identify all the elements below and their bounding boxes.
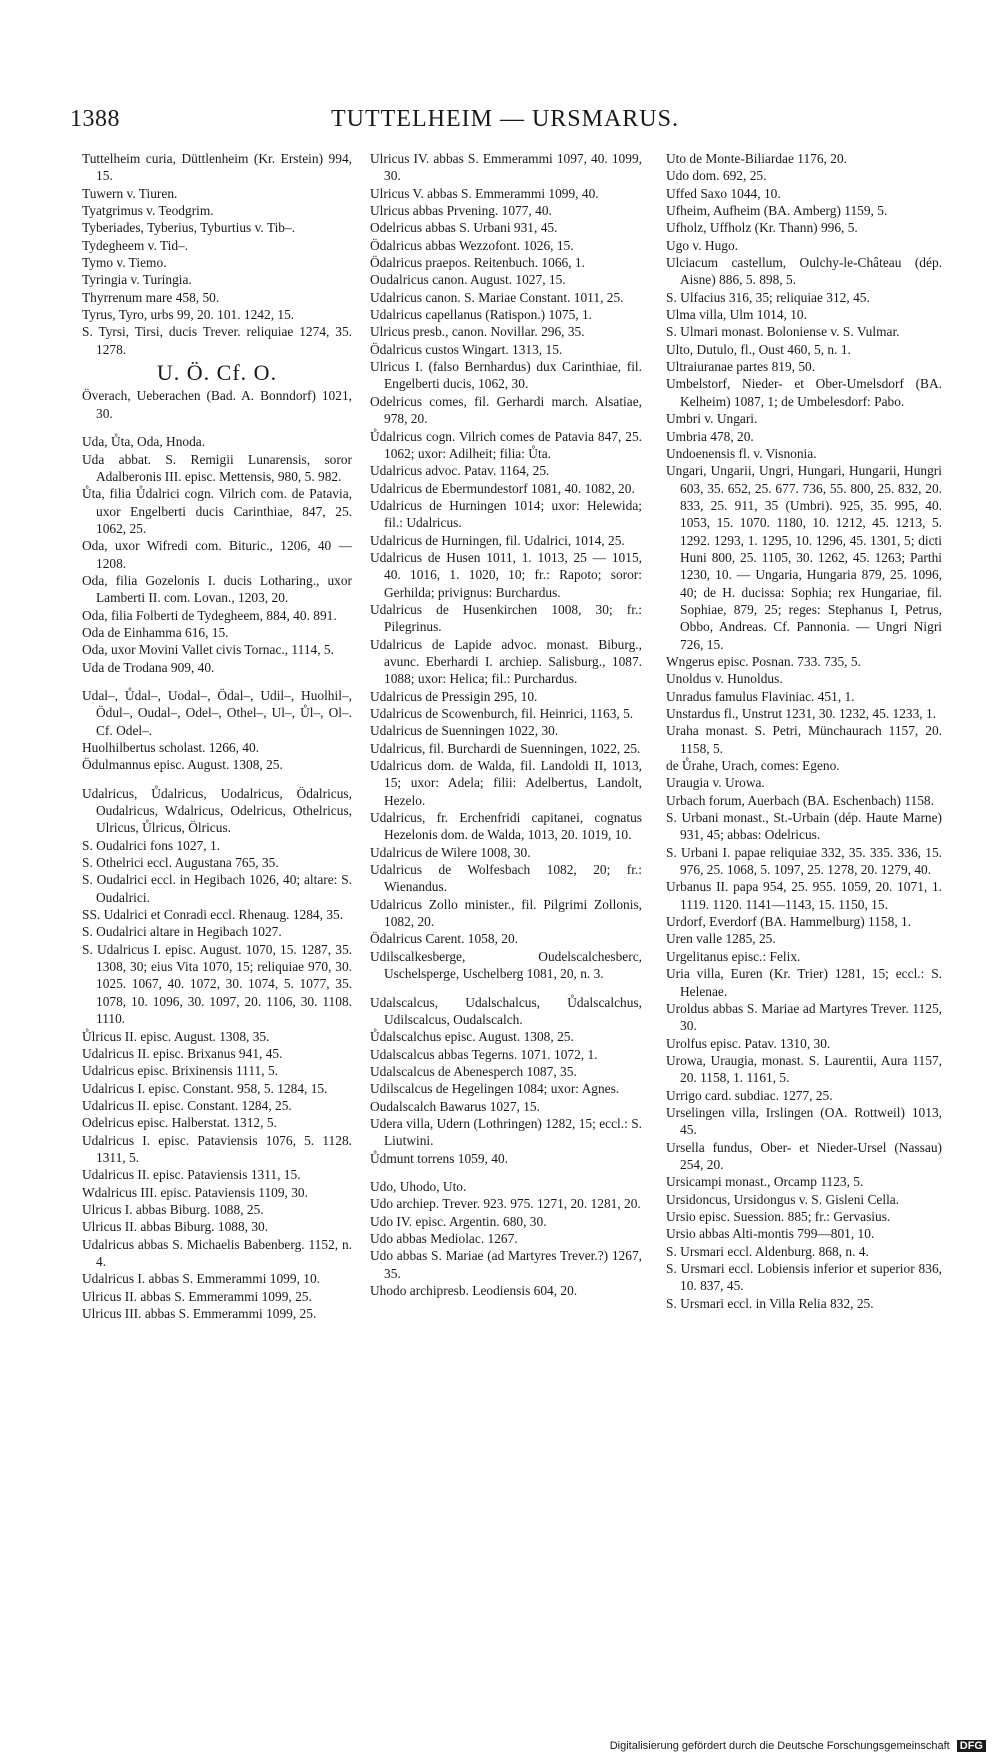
entry-gap	[82, 422, 352, 433]
index-entry: Udal–, Ůdal–, Uodal–, Ödal–, Udil–, Huolhil–, Ödul–, Oudal–, Odel–, Othel–, Ul–, Ůl–, Ol–. Cf. Odel–.	[82, 687, 352, 738]
index-entry: Udalricus II. episc. Pataviensis 1311, 15.	[82, 1167, 301, 1183]
index-entry: Urselingen villa, Irslingen (OA. Rottweil) 1013, 45.	[666, 1104, 942, 1138]
index-entry: Udalricus de Pressigin 295, 10.	[370, 688, 538, 704]
index-entry: Udalricus episc. Brixinensis 1111, 5.	[82, 1063, 278, 1079]
index-entry: Udalricus I. episc. Constant. 958, 5. 1284, 15.	[82, 1080, 328, 1096]
index-entry: S. Urbani I. papae reliquiae 332, 35. 335. 336, 15. 976, 25. 1068, 5. 1097, 25. 1278, 20. 1279, 40.	[666, 844, 942, 878]
index-entry: S. Udalricus I. episc. August. 1070, 15. 1287, 35. 1308, 30; eius Vita 1070, 15; reliquiae 970, 30. 1025. 1067, 40. 1072, 30. 1074, 5. 1077, 35. 1078, 10. 1096, 30. 1097, 20. 1106, 30. 1108. 1110.	[82, 941, 352, 1027]
index-entry: Uda abbat. S. Remigii Lunarensis, soror Adalberonis III. episc. Mettensis, 980, 5. 982.	[82, 451, 352, 484]
index-entry: Ursicampi monast., Orcamp 1123, 5.	[666, 1174, 864, 1190]
index-entry: Uhodo archipresb. Leodiensis 604, 20.	[370, 1283, 578, 1298]
index-entry: Udalricus advoc. Patav. 1164, 25.	[370, 463, 550, 479]
entry-gap	[370, 983, 642, 994]
index-entry: Oudalricus canon. August. 1027, 15.	[370, 272, 566, 288]
index-entry: Ulricus I. abbas Biburg. 1088, 25.	[82, 1201, 264, 1217]
index-entry: Tyrus, Tyro, urbs 99, 20. 101. 1242, 15.	[82, 307, 295, 323]
index-entry: Uroldus abbas S. Mariae ad Martyres Trever. 1125, 30.	[666, 1000, 942, 1034]
index-entry: Udalricus de Hurningen 1014; uxor: Helewida; fil.: Udalricus.	[370, 497, 642, 531]
index-entry: Udalricus capellanus (Ratispon.) 1075, 1.	[370, 307, 593, 323]
left-column	[82, 150, 352, 1322]
index-entry: Oda, filia Gozelonis I. ducis Lotharing., uxor Lamberti II. com. Lovan., 1203, 20.	[82, 572, 352, 606]
index-entry: Udalricus de Wilere 1008, 30.	[370, 844, 531, 860]
index-entry: Uda de Trodana 909, 40.	[82, 659, 215, 675]
index-entry: Udo abbas S. Mariae (ad Martyres Trever.?) 1267, 35.	[370, 1248, 642, 1281]
index-entry: Oda, uxor Wifredi com. Bituric., 1206, 40 —1208.	[82, 538, 352, 571]
index-entry: de Ůrahe, Urach, comes: Egeno.	[666, 758, 840, 774]
index-entry: S. Oudalrici eccl. in Hegibach 1026, 40; altare: S. Oudalrici.	[82, 872, 352, 905]
index-entry: Odelricus abbas S. Urbani 931, 45.	[370, 220, 558, 236]
index-entry: Överach, Ueberachen (Bad. A. Bonndorf) 1021, 30.	[82, 388, 352, 421]
index-entry: Ulricus IV. abbas S. Emmerammi 1097, 40. 1099, 30.	[370, 151, 642, 184]
index-entry: S. Ursmari eccl. Aldenburg. 868, n. 4.	[666, 1243, 869, 1259]
footer	[610, 1740, 986, 1752]
index-entry: S. Ulfacius 316, 35; reliquiae 312, 45.	[666, 289, 870, 305]
index-entry: Tymo v. Tiemo.	[82, 255, 167, 271]
index-entry: Udalricus de Wolfesbach 1082, 20; fr.: Wienandus.	[370, 862, 642, 895]
index-entry: Ulricus V. abbas S. Emmerammi 1099, 40.	[370, 185, 599, 201]
footer-text: Digitalisierung gefördert durch die Deutsche Forschungsgemeinschaft	[609, 1740, 950, 1752]
index-entry: Ursidoncus, Ursidongus v. S. Gisleni Cella.	[666, 1191, 900, 1207]
index-entry: Udalricus abbas S. Michaelis Babenberg. 1152, n. 4.	[82, 1236, 352, 1269]
index-entry: Ůdalscalchus episc. August. 1308, 25.	[370, 1029, 574, 1045]
index-entry: Uto de Monte-Biliardae 1176, 20.	[666, 151, 847, 166]
index-entry: Ursio episc. Suession. 885; fr.: Gervasius.	[666, 1208, 891, 1224]
index-entry: Udalricus I. episc. Pataviensis 1076, 5. 1128. 1311, 5.	[82, 1132, 352, 1165]
index-entry: Oda, filia Folberti de Tydegheem, 884, 40. 891.	[82, 607, 337, 623]
index-entry: Udalscalcus, Udalschalcus, Ůdalscalchus, Udilscalcus, Oudalscalch.	[370, 994, 642, 1027]
index-entry: Udalricus I. abbas S. Emmerammi 1099, 10.	[82, 1271, 321, 1287]
page-number: 1388	[70, 106, 120, 132]
index-entry: S. Othelrici eccl. Augustana 765, 35.	[82, 855, 279, 871]
index-entry: Unstardus fl., Unstrut 1231, 30. 1232, 45. 1233, 1.	[666, 706, 937, 721]
index-entry: Uraugia v. Urowa.	[666, 775, 765, 791]
index-entry: Huolhilbertus scholast. 1266, 40.	[82, 740, 260, 755]
index-entry: Unradus famulus Flaviniac. 451, 1.	[666, 688, 855, 704]
index-entry: Ulma villa, Ulm 1014, 10.	[666, 307, 807, 323]
index-entry: Udalricus de Husen 1011, 1. 1013, 25 — 1015, 40. 1016, 1. 1020, 10; fr.: Rapoto; soror: Gerhilda; privignus: Burchardus.	[370, 549, 642, 600]
index-entry: Umbri v. Ungari.	[666, 411, 758, 427]
index-entry: Udalricus II. episc. Constant. 1284, 25.	[82, 1097, 292, 1113]
index-entry: Thyrrenum mare 458, 50.	[82, 289, 220, 305]
index-entry: Ursella fundus, Ober- et Nieder-Ursel (Nassau) 254, 20.	[666, 1139, 942, 1172]
index-entry: Ursio abbas Alti-montis 799—801, 10.	[666, 1226, 875, 1242]
index-entry: Udalscalcus de Abenesperch 1087, 35.	[370, 1063, 577, 1079]
index-entry: Ödalricus praepos. Reitenbuch. 1066, 1.	[370, 255, 585, 271]
index-entry: Urbach forum, Auerbach (BA. Eschenbach) 1158.	[666, 792, 934, 808]
index-entry: S. Oudalrici fons 1027, 1.	[82, 837, 220, 853]
index-entry: Ultraiuranae partes 819, 50.	[666, 359, 816, 375]
index-entry: Ödalricus abbas Wezzofont. 1026, 15.	[370, 237, 574, 253]
index-entry: Umbria 478, 20.	[666, 428, 754, 444]
entry-gap	[82, 774, 352, 785]
index-entry: Udalricus Zollo minister., fil. Pilgrimi Zollonis, 1082, 20.	[370, 896, 642, 930]
entry-gap	[82, 676, 352, 687]
index-entry: Uda, Ůta, Oda, Hnoda.	[82, 434, 206, 450]
index-entry: Ulricus I. (falso Bernhardus) dux Carinthiae, fil. Engelberti ducis, 1062, 30.	[370, 359, 642, 392]
index-entry: S. Urbani monast., St.-Urbain (dép. Haute Marne) 931, 45; abbas: Odelricus.	[666, 810, 942, 843]
index-entry: Ödalricus custos Wingart. 1313, 15.	[370, 341, 563, 357]
index-entry: Ugo v. Hugo.	[666, 237, 739, 253]
index-entry: Oda, uxor Movini Vallet civis Tornac., 1114, 5.	[82, 642, 334, 658]
index-entry: Ůdalricus cogn. Vilrich comes de Patavia 847, 25. 1062; uxor: Adilheit; filia: Ůta.	[370, 428, 642, 461]
index-entry: Udalricus dom. de Walda, fil. Landoldi II, 1013, 15; uxor: Adela; filii: Adelbertus, Landolt, Hezelo.	[370, 758, 642, 808]
index-entry: Udalricus, fr. Erchenfridi capitanei, cognatus Hezelonis dom. de Walda, 1013, 20. 1019, 10.	[370, 810, 642, 843]
index-entry: Udalricus, fil. Burchardi de Suenningen, 1022, 25.	[370, 740, 641, 756]
index-entry: Udalricus de Scowenburch, fil. Heinrici, 1163, 5.	[370, 706, 634, 721]
index-entry: Odelricus episc. Halberstat. 1312, 5.	[82, 1115, 277, 1131]
index-entry: Udilscalcus de Hegelingen 1084; uxor: Agnes.	[370, 1081, 620, 1097]
index-entry: Udalricus II. episc. Brixanus 941, 45.	[82, 1045, 283, 1061]
index-entry: SS. Udalrici et Conradi eccl. Rhenaug. 1284, 35.	[82, 907, 344, 923]
index-entry: S. Ulmari monast. Boloniense v. S. Vulmar.	[666, 324, 900, 340]
index-entry: Udo IV. episc. Argentin. 680, 30.	[370, 1213, 547, 1229]
index-entry: Udalricus de Suenningen 1022, 30.	[370, 723, 559, 739]
dfg-logo: DFG	[957, 1740, 986, 1752]
index-entry: Tuwern v. Tiuren.	[82, 185, 178, 201]
index-entry: Tyatgrimus v. Teodgrim.	[82, 203, 214, 219]
index-entry: Udo, Uhodo, Uto.	[370, 1178, 467, 1194]
page-header	[70, 106, 940, 142]
index-entry: Ůdmunt torrens 1059, 40.	[370, 1150, 508, 1166]
index-entry: Tyringia v. Turingia.	[82, 272, 192, 288]
index-entry: Urbanus II. papa 954, 25. 955. 1059, 20. 1071, 1. 1119. 1120. 1141—1143, 15. 1150, 15.	[666, 879, 942, 912]
index-entry: Uffed Saxo 1044, 10.	[666, 185, 781, 201]
index-entry: Wdalricus III. episc. Pataviensis 1109, 30.	[82, 1184, 308, 1200]
index-entry: Umbelstorf, Nieder- et Ober-Umelsdorf (BA. Kelheim) 1087, 1; de Umbelesdorf: Pabo.	[666, 376, 942, 409]
middle-column	[370, 150, 642, 1299]
index-entry: S. Oudalrici altare in Hegibach 1027.	[82, 924, 282, 940]
index-entry: Urdorf, Everdorf (BA. Hammelburg) 1158, 1.	[666, 914, 912, 930]
index-entry: Udo dom. 692, 25.	[666, 168, 767, 184]
index-entry: Ödulmannus episc. August. 1308, 25.	[82, 757, 283, 773]
index-entry: Ůta, filia Ůdalrici cogn. Vilrich com. de Patavia, uxor Engelberti ducis Carinthiae, 847, 25. 1062, 25.	[82, 486, 352, 536]
index-entry: Ůlricus II. episc. August. 1308, 35.	[82, 1028, 270, 1044]
index-entry: Udo abbas Mediolac. 1267.	[370, 1230, 518, 1246]
index-entry: Uria villa, Euren (Kr. Trier) 1281, 15; eccl.: S. Helenae.	[666, 966, 942, 999]
index-entry: Tuttelheim curia, Düttlenheim (Kr. Erstein) 994, 15.	[82, 151, 352, 184]
section-heading: U. Ö. Cf. O.	[156, 360, 278, 386]
index-entry: S. Tyrsi, Tirsi, ducis Trever. reliquiae 1274, 35. 1278.	[82, 324, 352, 357]
index-entry: Udo archiep. Trever. 923. 975. 1271, 20. 1281, 20.	[370, 1196, 641, 1212]
index-entry: Udera villa, Udern (Lothringen) 1282, 15; eccl.: S. Liutwini.	[370, 1115, 642, 1149]
index-entry: Tydegheem v. Tid–.	[82, 237, 189, 253]
index-entry: Uren valle 1285, 25.	[666, 931, 776, 947]
running-title: TUTTELHEIM — URSMARUS.	[330, 106, 679, 132]
right-column	[666, 150, 942, 1312]
index-entry: Wngerus episc. Posnan. 733. 735, 5.	[666, 653, 861, 669]
index-entry: Ulto, Dutulo, fl., Oust 460, 5, n. 1.	[666, 341, 851, 357]
index-entry: Oda de Einhamma 616, 15.	[82, 624, 229, 640]
index-entry: Ulricus II. abbas Biburg. 1088, 30.	[82, 1219, 269, 1235]
index-entry: Ufheim, Aufheim (BA. Amberg) 1159, 5.	[666, 203, 888, 219]
index-entry: Ulciacum castellum, Oulchy-le-Château (dép. Aisne) 886, 5. 898, 5.	[666, 255, 942, 288]
index-entry: Udalricus de Ebermundestorf 1081, 40. 1082, 20.	[370, 480, 635, 496]
index-entry: Udalricus, Ůdalricus, Uodalricus, Ödalricus, Oudalricus, Wdalricus, Odelricus, Othelricus, Ulricus, Ůlricus, Ölricus.	[82, 785, 352, 836]
index-entry: Udalricus canon. S. Mariae Constant. 1011, 25.	[370, 289, 624, 305]
index-entry: Ufholz, Uffholz (Kr. Thann) 996, 5.	[666, 220, 858, 236]
index-entry: Unoldus v. Hunoldus.	[666, 671, 783, 687]
index-entry: Urowa, Uraugia, monast. S. Laurentii, Aura 1157, 20. 1158, 1. 1161, 5.	[666, 1052, 942, 1086]
index-entry: Undoenensis fl. v. Visnonia.	[666, 445, 817, 461]
index-entry: Urgelitanus episc.: Felix.	[666, 948, 801, 964]
index-entry: Udalricus de Lapide advoc. monast. Biburg., avunc. Eberhardi I. archiep. Salisburg., 1087. 1088; uxor: Helica; fil.: Purchardus.	[370, 636, 642, 687]
index-entry: Udalricus de Hurningen, fil. Udalrici, 1014, 25.	[370, 532, 625, 548]
index-entry: Ulricus II. abbas S. Emmerammi 1099, 25.	[82, 1288, 312, 1304]
index-entry: Oudalscalch Bawarus 1027, 15.	[370, 1098, 540, 1114]
index-entry: Odelricus comes, fil. Gerhardi march. Alsatiae, 978, 20.	[370, 393, 642, 427]
index-entry: Ungari, Ungarii, Ungri, Hungari, Hungarii, Hungri 603, 35. 652, 25. 677. 736, 55. 800, 25. 832, 20. 833, 25. 911, 35 (Umbri). 925, 35. 995, 40. 1053, 15. 1070. 1180, 10. 1212, 45. 1213, 5. 1292. 1293, 1. 1295, 10. 1296, 45. 1301, 5; dicti Huni 800, 25. 1105, 30. 1262, 45. 1263; Parthi 1230, 10. — Ungaria, Hungaria 879, 25. 1096, 40; de H. ducissa: Sophia; rex Hungariae, fil. Sophiae, 879, 25; reges: Stephanus I, Petrus, Obbo, Andreas. Cf. Pannonia. — Ungri Nigri 726, 15.	[666, 463, 942, 652]
index-entry: Ulricus III. abbas S. Emmerammi 1099, 25.	[82, 1306, 317, 1321]
index-entry: Ulricus presb., canon. Novillar. 296, 35.	[370, 324, 585, 340]
entry-gap	[370, 1167, 642, 1178]
index-entry: Udilscalkesberge, Oudelscalchesberc, Uschelsperge, Uschelberg 1081, 20, n. 3.	[370, 948, 642, 982]
index-entry: Ulricus abbas Prvening. 1077, 40.	[370, 203, 552, 219]
index-entry: Ödalricus Carent. 1058, 20.	[370, 931, 519, 947]
index-entry: Urrigo card. subdiac. 1277, 25.	[666, 1087, 833, 1103]
index-entry: Udalscalcus abbas Tegerns. 1071. 1072, 1.	[370, 1046, 598, 1062]
index-entry: S. Ursmari eccl. Lobiensis inferior et superior 836, 10. 837, 45.	[666, 1261, 942, 1294]
index-entry: Udalricus de Husenkirchen 1008, 30; fr.: Pilegrinus.	[370, 601, 642, 635]
index-entry: Tyberiades, Tyberius, Tyburtius v. Tib–.	[82, 220, 296, 236]
index-entry: Uraha monast. S. Petri, Münchaurach 1157, 20. 1158, 5.	[666, 723, 942, 756]
index-entry: Urolfus episc. Patav. 1310, 30.	[666, 1035, 831, 1051]
index-entry: S. Ursmari eccl. in Villa Relia 832, 25.	[666, 1295, 874, 1311]
